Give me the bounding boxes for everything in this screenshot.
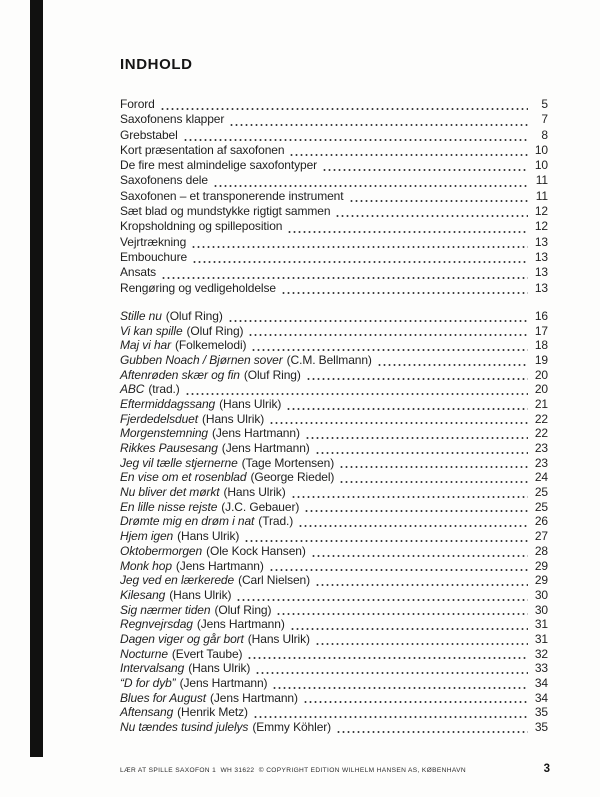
toc-entry-page-number: 11 bbox=[535, 188, 548, 203]
toc-entry bbox=[120, 250, 548, 265]
toc-entry-page-number: 17 bbox=[534, 323, 548, 338]
toc-entry-composer: (Folkemelodi) bbox=[175, 338, 247, 353]
folio-page-number: 3 bbox=[543, 763, 550, 775]
toc-entry bbox=[120, 324, 548, 339]
dotted-leader bbox=[183, 139, 528, 141]
toc-entry-title: Rengøring og vedligeholdelse bbox=[120, 280, 276, 295]
toc-entry-composer: (Hans Ulrik) bbox=[201, 411, 265, 426]
dotted-leader bbox=[281, 292, 528, 294]
toc-entry-page-number: 13 bbox=[534, 265, 548, 280]
toc-entry bbox=[120, 514, 548, 529]
spine-binding-bar bbox=[30, 0, 43, 757]
toc-entry-composer: (Oluf Ring) bbox=[186, 323, 244, 338]
toc-entry-title: Fjerdedelsduet bbox=[120, 411, 198, 426]
toc-entry-title: Grebstabel bbox=[120, 127, 178, 142]
toc-entry bbox=[120, 485, 548, 500]
toc-entry-page-number: 12 bbox=[534, 204, 548, 219]
dotted-leader bbox=[160, 108, 528, 110]
toc-entry bbox=[120, 691, 548, 706]
toc-entry-composer: (Jens Hartmann) bbox=[211, 426, 300, 441]
toc-entry bbox=[120, 368, 548, 383]
toc-entry-composer: (Trad.) bbox=[258, 514, 294, 529]
dotted-leader bbox=[315, 584, 528, 586]
toc-entry-title: Kort præsentation af saxofonen bbox=[120, 142, 285, 157]
toc-entry-title: Vejrtrækning bbox=[120, 234, 187, 249]
toc-entry-composer: (Jens Hartmann) bbox=[175, 558, 264, 573]
toc-entry-title: Saxofonens dele bbox=[120, 173, 208, 188]
toc-entry bbox=[120, 544, 548, 559]
toc-entry-title: Jeg vil tælle stjernerne bbox=[120, 455, 238, 470]
toc-entry-title: Stille nu bbox=[120, 308, 162, 323]
toc-entry-composer: (Oluf Ring) bbox=[165, 308, 223, 323]
toc-entry bbox=[120, 97, 548, 112]
dotted-leader bbox=[192, 261, 528, 263]
toc-entry-composer: (Henrik Metz) bbox=[177, 705, 248, 720]
toc-entry-title: Nu bliver det mørkt bbox=[120, 485, 220, 500]
toc-entry bbox=[120, 617, 548, 632]
toc-entry-composer: (Hans Ulrik) bbox=[223, 485, 286, 500]
toc-entry-page-number: 24 bbox=[534, 470, 548, 485]
toc-entry-composer: (Hans Ulrik) bbox=[247, 631, 310, 646]
toc-entry-composer: (Jens Hartmann) bbox=[221, 441, 310, 456]
toc-entry-page-number: 31 bbox=[534, 617, 548, 632]
toc-entry-title: En vise om et rosenblad bbox=[120, 470, 247, 485]
toc-entry-page-number: 7 bbox=[541, 112, 548, 127]
toc-entry-page-number: 13 bbox=[534, 280, 548, 295]
toc-entry-title: En lille nisse rejste bbox=[120, 499, 218, 514]
dotted-leader bbox=[229, 124, 528, 126]
dotted-leader bbox=[269, 422, 528, 424]
toc-entry-page-number: 30 bbox=[534, 602, 548, 617]
toc-entry bbox=[120, 661, 548, 676]
dotted-leader bbox=[339, 481, 528, 483]
toc-entry bbox=[120, 309, 548, 324]
toc-entry-title: Kilesang bbox=[120, 587, 166, 602]
toc-entry-page-number: 20 bbox=[534, 382, 548, 397]
dotted-leader bbox=[247, 657, 528, 659]
toc-entry-title: Kropsholdning og spilleposition bbox=[120, 219, 283, 234]
toc-entry-page-number: 25 bbox=[534, 485, 548, 500]
toc-entry-composer: (Oluf Ring) bbox=[214, 602, 272, 617]
toc-entry-page-number: 25 bbox=[534, 499, 548, 514]
toc-entry bbox=[120, 529, 548, 544]
dotted-leader bbox=[286, 408, 528, 410]
toc-entry-title: Morgenstemning bbox=[120, 426, 208, 441]
toc-entry bbox=[120, 676, 548, 691]
toc-entry-page-number: 29 bbox=[534, 558, 548, 573]
toc-entry bbox=[120, 143, 548, 158]
toc-entry-composer: (J.C. Gebauer) bbox=[221, 499, 300, 514]
toc-entry-title: Dagen viger og går bort bbox=[120, 631, 244, 646]
toc-entry-title: Nu tændes tusind julelys bbox=[120, 720, 249, 735]
toc-entry-page-number: 19 bbox=[534, 352, 548, 367]
toc-entry-page-number: 35 bbox=[534, 705, 548, 720]
toc-entry bbox=[120, 173, 548, 188]
toc-entry-page-number: 28 bbox=[534, 543, 548, 558]
toc-entry-composer: (Hans Ulrik) bbox=[219, 396, 282, 411]
toc-entry-composer: (Carl Nielsen) bbox=[238, 573, 311, 588]
toc-entry-page-number: 34 bbox=[534, 676, 548, 691]
toc-entry-title: Ansats bbox=[120, 265, 157, 280]
toc-entry bbox=[120, 456, 548, 471]
toc-entry bbox=[120, 603, 548, 618]
toc-entry-title: Nocturne bbox=[120, 646, 168, 661]
toc-entry-title: Maj vi har bbox=[120, 338, 172, 353]
dotted-leader bbox=[304, 510, 528, 512]
toc-entry-page-number: 5 bbox=[541, 97, 548, 111]
dotted-leader bbox=[339, 466, 528, 468]
dotted-leader bbox=[185, 393, 528, 395]
toc-entry-page-number: 20 bbox=[534, 367, 548, 382]
dotted-leader bbox=[298, 525, 528, 527]
toc-entry-title: Saxofonens klapper bbox=[120, 112, 225, 127]
toc-entry-composer: (trad.) bbox=[148, 382, 180, 397]
toc-entry-title: Monk hop bbox=[120, 558, 172, 573]
dotted-leader bbox=[161, 277, 528, 279]
toc-entry-title: Intervalsang bbox=[120, 661, 185, 676]
toc-entry-composer: (Ole Kock Hansen) bbox=[206, 543, 306, 558]
dotted-leader bbox=[269, 569, 528, 571]
toc-entry bbox=[120, 632, 548, 647]
toc-entry-title: Saxofonen – et transponerende instrument bbox=[120, 188, 344, 203]
toc-entry bbox=[120, 441, 548, 456]
toc-entry bbox=[120, 470, 548, 485]
toc-entry-page-number: 16 bbox=[534, 308, 548, 323]
dotted-leader bbox=[255, 672, 528, 674]
toc-entry-page-number: 11 bbox=[535, 173, 548, 188]
toc-entry bbox=[120, 235, 548, 250]
dotted-leader bbox=[289, 154, 528, 156]
page-title: INDHOLD bbox=[120, 56, 193, 73]
toc-entry-composer: (Hans Ulrik) bbox=[188, 661, 251, 676]
dotted-leader bbox=[315, 643, 528, 645]
toc-entry-page-number: 10 bbox=[534, 158, 548, 173]
dotted-leader bbox=[248, 334, 528, 336]
toc-entry-title: De fire mest almindelige saxofontyper bbox=[120, 158, 318, 173]
toc-entry bbox=[120, 219, 548, 234]
toc-entry-composer: (Hans Ulrik) bbox=[177, 529, 240, 544]
toc-entry bbox=[120, 397, 548, 412]
toc-entry bbox=[120, 189, 548, 204]
toc-entry bbox=[120, 265, 548, 280]
toc-entry-title: Sæt blad og mundstykke rigtigt sammen bbox=[120, 204, 331, 219]
toc-entry-page-number: 22 bbox=[534, 411, 548, 426]
toc-entry-page-number: 12 bbox=[534, 219, 548, 234]
toc-entry bbox=[120, 158, 548, 173]
toc-entry-page-number: 30 bbox=[534, 587, 548, 602]
dotted-leader bbox=[191, 246, 528, 248]
toc-entry-page-number: 31 bbox=[534, 631, 548, 646]
toc-entry-page-number: 33 bbox=[534, 661, 548, 676]
dotted-leader bbox=[272, 687, 528, 689]
toc-entry-title: Drømte mig en drøm i nat bbox=[120, 514, 255, 529]
toc-entry-title: Gubben Noach / Bjørnen sover bbox=[120, 352, 283, 367]
toc-entry-composer: (Jens Hartmann) bbox=[210, 690, 298, 705]
toc-entry bbox=[120, 281, 548, 296]
toc-entry bbox=[120, 647, 548, 662]
toc-entry bbox=[120, 204, 548, 219]
dotted-leader bbox=[276, 613, 528, 615]
toc-section-songs bbox=[120, 309, 548, 735]
dotted-leader bbox=[306, 378, 528, 380]
toc-entry-page-number: 21 bbox=[534, 396, 548, 411]
toc-entry-page-number: 23 bbox=[534, 441, 548, 456]
dotted-leader bbox=[244, 540, 528, 542]
toc-entry bbox=[120, 500, 548, 515]
toc-entry-page-number: 8 bbox=[541, 127, 548, 142]
toc-entry-title: Aftensang bbox=[120, 705, 174, 720]
toc-entry-page-number: 13 bbox=[534, 234, 548, 249]
toc-entry-composer: (Jens Hartmann) bbox=[179, 676, 268, 691]
toc-entry-title: Vi kan spille bbox=[120, 323, 183, 338]
toc-entry-page-number: 34 bbox=[534, 690, 548, 705]
toc-entry bbox=[120, 112, 548, 127]
toc-entry-title: Blues for August bbox=[120, 690, 207, 705]
dotted-leader bbox=[253, 716, 528, 718]
dotted-leader bbox=[228, 320, 528, 322]
imprint-text: LÆR AT SPILLE SAXOFON 1 WH 31622 © COPYRIGHT EDITION WILHELM HANSEN AS, KØBENHAVN bbox=[120, 767, 466, 774]
toc-entry-page-number: 27 bbox=[534, 529, 548, 544]
toc-entry-title: Jeg ved en lærkerede bbox=[120, 573, 235, 588]
dotted-leader bbox=[349, 200, 529, 202]
toc-content bbox=[120, 56, 548, 735]
toc-entry-composer: (C.M. Bellmann) bbox=[286, 352, 372, 367]
dotted-leader bbox=[315, 452, 528, 454]
dotted-leader bbox=[335, 215, 528, 217]
dotted-leader bbox=[251, 349, 528, 351]
toc-entry-composer: (Emmy Köhler) bbox=[252, 720, 332, 735]
toc-entry-page-number: 23 bbox=[534, 455, 548, 470]
toc-entry-title: Regnvejrsdag bbox=[120, 617, 193, 632]
toc-entry bbox=[120, 338, 548, 353]
toc-entry bbox=[120, 128, 548, 143]
toc-entry-page-number: 35 bbox=[534, 720, 548, 735]
dotted-leader bbox=[287, 231, 528, 233]
page-footer bbox=[120, 763, 550, 775]
toc-entry bbox=[120, 588, 548, 603]
toc-entry-composer: (Oluf Ring) bbox=[243, 367, 301, 382]
toc-entry-page-number: 10 bbox=[534, 142, 548, 157]
toc-entry bbox=[120, 559, 548, 574]
toc-entry bbox=[120, 705, 548, 720]
dotted-leader bbox=[290, 628, 528, 630]
toc-entry-page-number: 13 bbox=[534, 249, 548, 264]
toc-entry-title: “D for dyb” bbox=[120, 676, 176, 691]
toc-entry bbox=[120, 353, 548, 368]
dotted-leader bbox=[377, 364, 528, 366]
toc-entry-composer: (Jens Hartmann) bbox=[196, 617, 285, 632]
toc-entry-composer: (George Riedel) bbox=[250, 470, 335, 485]
toc-entry-title: ABC bbox=[120, 382, 145, 397]
dotted-leader bbox=[291, 496, 528, 498]
dotted-leader bbox=[322, 169, 528, 171]
dotted-leader bbox=[303, 701, 528, 703]
toc-entry-title: Hjem igen bbox=[120, 529, 174, 544]
toc-entry-title: Eftermiddagssang bbox=[120, 396, 216, 411]
toc-entry-title: Oktobermorgen bbox=[120, 543, 203, 558]
toc-entry-composer: (Evert Taube) bbox=[171, 646, 243, 661]
toc-entry-composer: (Tage Mortensen) bbox=[241, 455, 335, 470]
dotted-leader bbox=[213, 185, 528, 187]
toc-entry-page-number: 26 bbox=[534, 514, 548, 529]
toc-entry-page-number: 22 bbox=[534, 426, 548, 441]
toc-entry-composer: (Hans Ulrik) bbox=[169, 587, 232, 602]
toc-entry bbox=[120, 720, 548, 735]
toc-entry-title: Forord bbox=[120, 97, 155, 111]
dotted-leader bbox=[311, 555, 528, 557]
toc-entry bbox=[120, 426, 548, 441]
toc-entry-title: Rikkes Pausesang bbox=[120, 441, 218, 456]
dotted-leader bbox=[305, 437, 528, 439]
toc-entry-title: Embouchure bbox=[120, 249, 188, 264]
toc-entry-title: Aftenrøden skær og fin bbox=[120, 367, 240, 382]
toc-entry bbox=[120, 412, 548, 427]
toc-entry bbox=[120, 573, 548, 588]
toc-entry-page-number: 29 bbox=[534, 573, 548, 588]
toc-section-front-matter bbox=[120, 97, 548, 296]
toc-entry bbox=[120, 382, 548, 397]
toc-entry-page-number: 18 bbox=[534, 338, 548, 353]
dotted-leader bbox=[236, 599, 528, 601]
toc-entry-title: Sig nærmer tiden bbox=[120, 602, 211, 617]
dotted-leader bbox=[336, 731, 528, 733]
toc-entry-page-number: 32 bbox=[534, 646, 548, 661]
